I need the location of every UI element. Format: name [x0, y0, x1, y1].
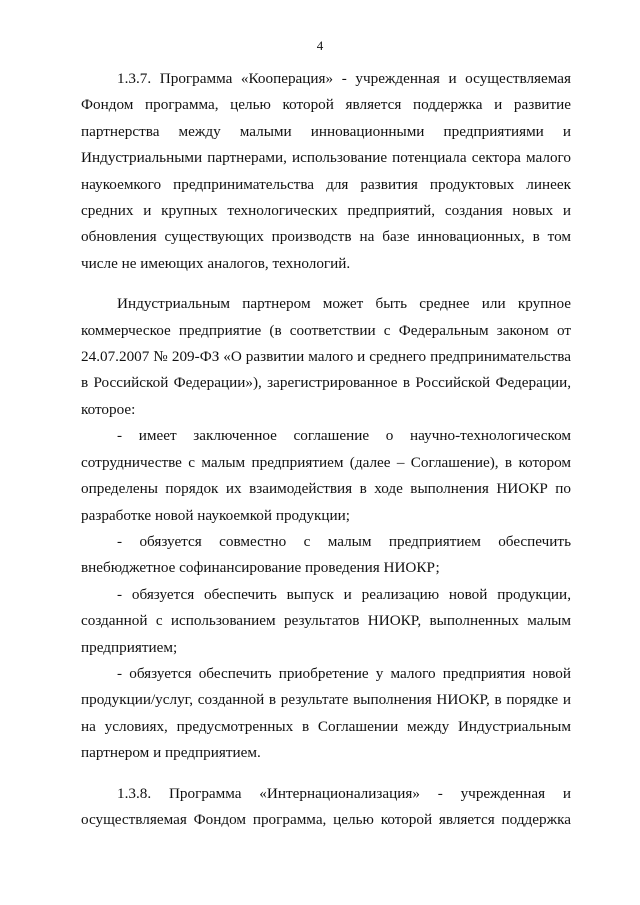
list-item-purchase — [81, 661, 571, 767]
paragraph-spacer — [81, 277, 571, 291]
text-line: числе не имеющих аналогов, технологий. — [81, 254, 351, 272]
text-line: - обязуется совместно с малым предприятием обеспечить — [117, 532, 571, 550]
list-item-production — [81, 582, 571, 661]
paragraph-spacer — [81, 767, 571, 781]
document-body — [81, 66, 571, 833]
text-line: - обязуется обеспечить выпуск и реализацию новой продукции, — [117, 585, 571, 603]
paragraph-1-3-8 — [81, 781, 571, 834]
text-line: партнером и предприятием. — [81, 744, 261, 762]
text-line: которое: — [81, 400, 136, 418]
text-line: - имеет заключенное соглашение о научно-технологическом — [117, 427, 571, 445]
text-line: 1.3.8. Программа «Интернационализация» - учрежденная и — [117, 784, 571, 802]
paragraph-1-3-7 — [81, 66, 571, 277]
text-line: 24.07.2007 № 209-ФЗ «О развитии малого и среднего предпринимательства — [81, 348, 571, 366]
text-line: разработке новой наукоемкой продукции; — [81, 506, 351, 524]
text-line: Фондом программа, целью которой является поддержка и развитие — [81, 96, 571, 114]
text-line: определены порядок их взаимодействия в ходе выполнения НИОКР по — [81, 480, 571, 498]
page-number: 4 — [316, 38, 324, 53]
text-line: обновления существующих производств на базе инновационных, в том — [81, 228, 571, 246]
text-line: средних и крупных технологических предприятий, создания новых и — [81, 202, 571, 220]
text-line: коммерческое предприятие (в соответствии с Федеральным законом от — [81, 321, 571, 339]
list-item-cofinancing — [81, 529, 571, 582]
paragraph-industrial-partner — [81, 291, 571, 423]
text-line: в Российской Федерации»), зарегистрированное в Российской Федерации, — [81, 374, 571, 392]
text-line: 1.3.7. Программа «Кооперация» - учрежденная и осуществляемая — [117, 70, 571, 87]
text-line: созданной с использованием результатов НИОКР, выполненных малым — [81, 612, 571, 630]
text-line: Индустриальными партнерами, использование потенциала сектора малого — [81, 149, 571, 167]
text-line: предприятием; — [81, 638, 178, 656]
text-line: наукоемкого предпринимательства для развития продуктовых линеек — [81, 175, 571, 193]
text-line: сотрудничестве с малым предприятием (далее – Соглашение), в котором — [81, 453, 571, 471]
text-line: осуществляемая Фондом программа, целью которой является поддержка — [81, 810, 571, 828]
text-line: внебюджетное софинансирование проведения НИОКР; — [81, 559, 440, 577]
list-item-agreement — [81, 423, 571, 529]
text-line: на условиях, предусмотренных в Соглашении между Индустриальным — [81, 717, 571, 735]
text-line: - обязуется обеспечить приобретение у малого предприятия новой — [117, 664, 571, 682]
text-line: Индустриальным партнером может быть среднее или крупное — [117, 295, 571, 313]
text-line: партнерства между малыми инновационными предприятиями и — [81, 122, 571, 140]
text-line: продукции/услуг, созданной в результате выполнения НИОКР, в порядке и — [81, 691, 571, 709]
